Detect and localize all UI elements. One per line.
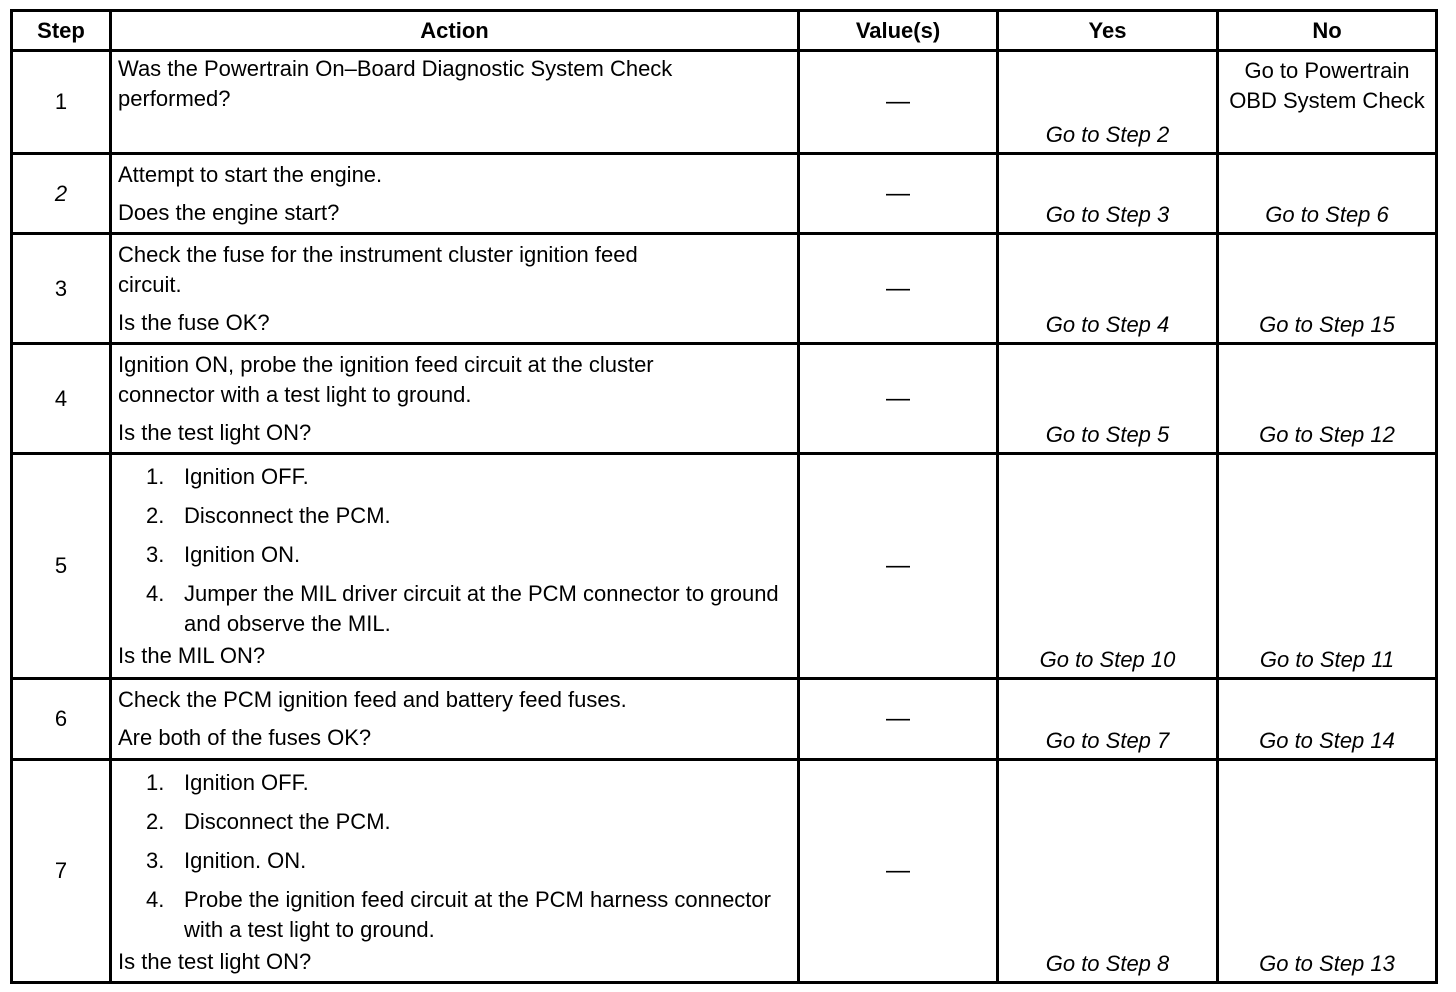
action-cell bbox=[111, 51, 799, 154]
substep-text: Probe the ignition feed circuit at the PCM harness connector with a test light to ground. bbox=[184, 887, 771, 942]
header-row bbox=[12, 11, 1437, 51]
substep-item bbox=[146, 540, 791, 570]
no-result: Go to Step 15 bbox=[1218, 234, 1437, 344]
value-cell: — bbox=[799, 679, 998, 760]
substep-number: 2. bbox=[146, 809, 165, 834]
header-yes: Yes bbox=[998, 11, 1218, 51]
substep-text: Ignition OFF. bbox=[184, 464, 309, 489]
action-cell bbox=[111, 344, 799, 454]
action-cell bbox=[111, 454, 799, 679]
table-row bbox=[12, 234, 1437, 344]
no-result: Go to Step 6 bbox=[1218, 154, 1437, 234]
value-cell: — bbox=[799, 154, 998, 234]
table-row bbox=[12, 760, 1437, 983]
yes-result: Go to Step 2 bbox=[998, 51, 1218, 154]
action-question: Does the engine start? bbox=[118, 200, 340, 225]
action-text: circuit. bbox=[118, 272, 182, 297]
substep-number: 1. bbox=[146, 770, 165, 795]
substep-item bbox=[146, 501, 791, 531]
header-no: No bbox=[1218, 11, 1437, 51]
substep-number: 3. bbox=[146, 848, 165, 873]
action-cell bbox=[111, 154, 799, 234]
step-number: 1 bbox=[12, 51, 111, 154]
yes-result: Go to Step 5 bbox=[998, 344, 1218, 454]
diagnostic-table-page bbox=[10, 9, 1435, 984]
action-text: Check the PCM ignition feed and battery feed fuses. bbox=[118, 687, 627, 712]
table-row bbox=[12, 51, 1437, 154]
action-text: Attempt to start the engine. bbox=[118, 162, 383, 187]
header-action: Action bbox=[111, 11, 799, 51]
table-row bbox=[12, 344, 1437, 454]
value-cell: — bbox=[799, 344, 998, 454]
value-cell: — bbox=[799, 234, 998, 344]
value-cell: — bbox=[799, 51, 998, 154]
no-result: Go to Step 13 bbox=[1218, 760, 1437, 983]
step-number: 3 bbox=[12, 234, 111, 344]
action-question: Is the MIL ON? bbox=[118, 643, 266, 668]
no-result: Go to Step 14 bbox=[1218, 679, 1437, 760]
substep-item bbox=[146, 846, 791, 876]
action-question: Is the fuse OK? bbox=[118, 310, 270, 335]
substep-list bbox=[118, 768, 791, 945]
table-row bbox=[12, 154, 1437, 234]
substep-text: Ignition OFF. bbox=[184, 770, 309, 795]
substep-text: Ignition ON. bbox=[184, 542, 301, 567]
substep-number: 3. bbox=[146, 542, 165, 567]
action-text: connector with a test light to ground. bbox=[118, 382, 472, 407]
table-row bbox=[12, 454, 1437, 679]
substep-number: 4. bbox=[146, 581, 165, 606]
yes-result: Go to Step 4 bbox=[998, 234, 1218, 344]
substep-number: 4. bbox=[146, 887, 165, 912]
yes-result: Go to Step 8 bbox=[998, 760, 1218, 983]
yes-result: Go to Step 10 bbox=[998, 454, 1218, 679]
step-number: 5 bbox=[12, 454, 111, 679]
substep-item bbox=[146, 768, 791, 798]
action-text: Was the Powertrain On–Board Diagnostic System Check bbox=[118, 56, 673, 81]
substep-item bbox=[146, 462, 791, 492]
substep-number: 2. bbox=[146, 503, 165, 528]
table-row bbox=[12, 679, 1437, 760]
value-cell: — bbox=[799, 454, 998, 679]
substep-text: Disconnect the PCM. bbox=[184, 503, 391, 528]
header-step: Step bbox=[12, 11, 111, 51]
value-cell: — bbox=[799, 760, 998, 983]
diagnostic-table bbox=[10, 9, 1438, 984]
action-question: Is the test light ON? bbox=[118, 949, 312, 974]
header-values: Value(s) bbox=[799, 11, 998, 51]
no-result: Go to Powertrain OBD System Check bbox=[1218, 51, 1437, 154]
action-cell bbox=[111, 679, 799, 760]
no-result: Go to Step 11 bbox=[1218, 454, 1437, 679]
substep-item bbox=[146, 885, 791, 945]
step-number: 7 bbox=[12, 760, 111, 983]
no-result: Go to Step 12 bbox=[1218, 344, 1437, 454]
action-question: Is the test light ON? bbox=[118, 420, 312, 445]
substep-text: Ignition. ON. bbox=[184, 848, 307, 873]
step-number: 6 bbox=[12, 679, 111, 760]
substep-item bbox=[146, 579, 791, 639]
action-cell bbox=[111, 234, 799, 344]
action-cell bbox=[111, 760, 799, 983]
substep-item bbox=[146, 807, 791, 837]
action-question: Are both of the fuses OK? bbox=[118, 725, 372, 750]
substep-text: Disconnect the PCM. bbox=[184, 809, 391, 834]
step-number bbox=[12, 154, 111, 234]
step-number: 4 bbox=[12, 344, 111, 454]
action-text: Ignition ON, probe the ignition feed circuit at the cluster bbox=[118, 352, 654, 377]
substep-list bbox=[118, 462, 791, 639]
action-text: performed? bbox=[118, 86, 231, 111]
yes-result: Go to Step 3 bbox=[998, 154, 1218, 234]
substep-number: 1. bbox=[146, 464, 165, 489]
yes-result: Go to Step 7 bbox=[998, 679, 1218, 760]
substep-text: Jumper the MIL driver circuit at the PCM connector to ground and observe the MIL. bbox=[184, 581, 779, 636]
step-number-text: 2 bbox=[54, 180, 68, 206]
action-text: Check the fuse for the instrument cluster ignition feed bbox=[118, 242, 638, 267]
